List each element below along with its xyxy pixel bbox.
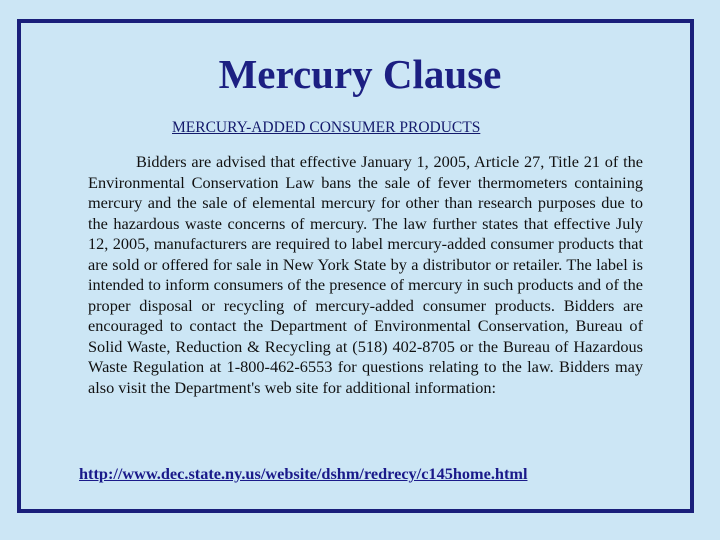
body-paragraph: Bidders are advised that effective January 1, 2005, Article 27, Title 21 of the Environmental Conservation Law bans the sale of fever thermometers containing mercury and the sale of elemental mercury for other than research purposes due to the hazardous waste concerns of mercury. The law further states that effective July 12, 2005, manufacturers are required to label mercury-added consumer products that are sold or offered for sale in New York State by a distributor or retailer. The label is intended to inform consumers of the presence of mercury in such products and of the proper disposal or recycling of mercury-added consumer products. Bidders are encouraged to contact the Department of Environmental Conservation, Bureau of Solid Waste, Reduction & Recycling at (518) 402-8705 or the Bureau of Hazardous Waste Regulation at 1-800-462-6553 for questions relating to the law. Bidders may also visit the Department's web site for additional information: xyxy=(88,152,643,397)
dec-website-link[interactable]: http://www.dec.state.ny.us/website/dshm/redrecy/c145home.html xyxy=(79,464,528,483)
slide-title: Mercury Clause xyxy=(218,51,502,97)
section-heading: MERCURY-ADDED CONSUMER PRODUCTS xyxy=(172,119,481,136)
